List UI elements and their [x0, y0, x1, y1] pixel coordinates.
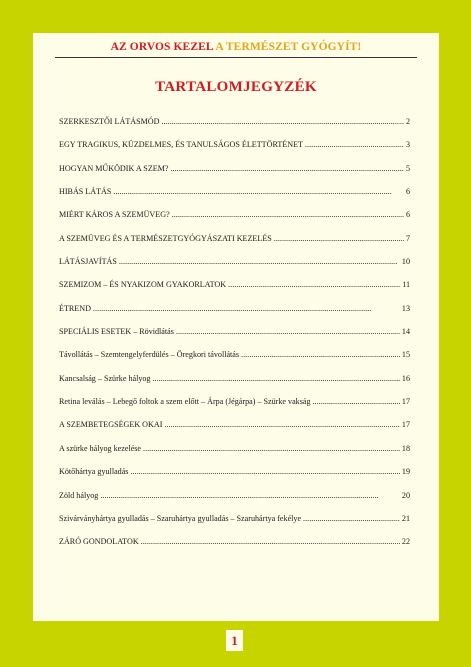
toc-entry[interactable] — [59, 164, 410, 187]
toc-entry-page: 22 — [401, 537, 410, 547]
dot-leader — [100, 491, 400, 500]
dot-leader — [141, 537, 400, 546]
toc-entry-page: 19 — [401, 467, 410, 477]
toc-entry[interactable] — [59, 491, 410, 514]
toc-entry-page: 13 — [401, 303, 410, 313]
toc-entry-label: HOGYAN MŰKÖDIK A SZEM? — [59, 163, 169, 173]
toc-entry-label: SZERKESZTŐI LÁTÁSMÓD — [59, 117, 160, 126]
toc-entry-label: Szivárványhártya gyulladás – Szaruhártya gyulladás – Szaruhártya fekélye — [59, 513, 302, 523]
toc-entry-label: Zöld hályog — [59, 490, 99, 500]
toc-entry[interactable] — [59, 257, 410, 280]
toc-entry-label: Kötőhártya gyulladás — [59, 467, 129, 477]
dot-leader — [228, 280, 400, 289]
toc-entry-label: Kancsalság – Szürke hályog — [59, 373, 151, 383]
toc-entry-label: Távollátás – Szemtengelyferdülés – Öregkori távollátás — [59, 350, 240, 360]
page-title: TARTALOMJEGYZÉK — [155, 79, 317, 95]
header-part-1: AZ ORVOS KEZEL — [110, 41, 214, 53]
toc-entry-label: MIÉRT KÁROS A SZEMÜVEG? — [59, 210, 170, 220]
dot-leader — [241, 350, 400, 359]
toc-entry[interactable] — [59, 234, 410, 257]
toc-entry-label: Retina leválás – Lebegő foltok a szem előtt – Árpa (Jégárpa) – Szürke vakság — [59, 397, 311, 407]
running-header — [33, 41, 439, 53]
toc-entry-page: 2 — [405, 117, 410, 126]
toc-entry-label: SZEMIZOM – ÉS NYAKIZOM GYAKORLATOK — [59, 280, 227, 290]
toc-entry-page: 21 — [401, 513, 410, 523]
toc-entry[interactable] — [59, 327, 410, 350]
toc-entry-page: 18 — [401, 443, 410, 453]
dot-leader — [162, 117, 404, 126]
toc-entry-label: A SZEMBETEGSÉGEK OKAI — [59, 420, 163, 430]
toc-entry[interactable] — [59, 140, 410, 163]
toc-entry[interactable] — [59, 374, 410, 397]
toc-entry[interactable] — [59, 397, 410, 420]
toc-entry[interactable] — [59, 467, 410, 490]
toc-entry[interactable] — [59, 350, 410, 373]
header-part-2: A TERMÉSZET GYÓGYÍT! — [215, 41, 362, 53]
dot-leader — [171, 164, 404, 173]
toc-entry-page: 5 — [405, 163, 410, 173]
toc-entry-label: A szürke hályog kezelése — [59, 443, 142, 453]
dot-leader — [176, 327, 400, 336]
dot-leader — [152, 374, 399, 383]
toc-entry-page: 17 — [401, 420, 410, 430]
toc-entry[interactable] — [59, 117, 410, 140]
toc-entry-label: ZÁRÓ GONDOLATOK — [59, 537, 139, 547]
toc-entry-page: 10 — [401, 257, 410, 267]
dot-leader — [172, 210, 404, 219]
dot-leader — [143, 444, 400, 453]
toc-entry-page: 17 — [401, 397, 410, 407]
dot-leader — [274, 234, 404, 243]
dot-leader — [313, 397, 400, 406]
toc-entry-page: 14 — [401, 327, 410, 337]
toc-entry-page: 11 — [402, 280, 410, 290]
toc-entry[interactable] — [59, 187, 410, 210]
toc-entry-label: EGY TRAGIKUS, KÜZDELMES, ÉS TANULSÁGOS ÉLETTÖRTÉNET — [59, 140, 303, 150]
dot-leader — [130, 467, 399, 476]
toc-entry-page: 6 — [405, 187, 410, 197]
toc-entry-label: LÁTÁSJAVÍTÁS — [59, 257, 117, 267]
dot-leader — [303, 514, 400, 523]
dot-leader — [305, 140, 404, 149]
toc-entry-page: 6 — [405, 210, 410, 220]
toc-entry[interactable] — [59, 304, 410, 327]
toc-entry-label: SPECIÁLIS ESETEK – Rövidlátás — [59, 327, 174, 337]
table-of-contents — [59, 117, 410, 561]
header-rule — [55, 57, 417, 58]
toc-entry[interactable] — [59, 420, 410, 443]
dot-leader — [164, 420, 399, 429]
toc-entry[interactable] — [59, 444, 410, 467]
toc-entry-page: 7 — [405, 233, 410, 243]
toc-entry[interactable] — [59, 514, 410, 537]
toc-entry[interactable] — [59, 210, 410, 233]
dot-leader — [119, 257, 400, 266]
toc-entry-label: A SZEMÜVEG ÉS A TERMÉSZETGYÓGYÁSZATI KEZELÉS — [59, 233, 272, 243]
dot-leader — [93, 304, 400, 313]
toc-entry[interactable] — [59, 537, 410, 560]
toc-entry[interactable] — [59, 280, 410, 303]
page-sheet — [33, 33, 439, 621]
toc-entry-page: 20 — [401, 490, 410, 500]
toc-entry-label: ÉTREND — [59, 303, 91, 313]
dot-leader — [113, 187, 404, 196]
toc-entry-label: HIBÁS LÁTÁS — [59, 187, 112, 197]
toc-entry-page: 3 — [405, 140, 410, 150]
page-number: 1 — [226, 630, 243, 651]
toc-entry-page: 15 — [401, 350, 410, 360]
toc-entry-page: 16 — [401, 373, 410, 383]
